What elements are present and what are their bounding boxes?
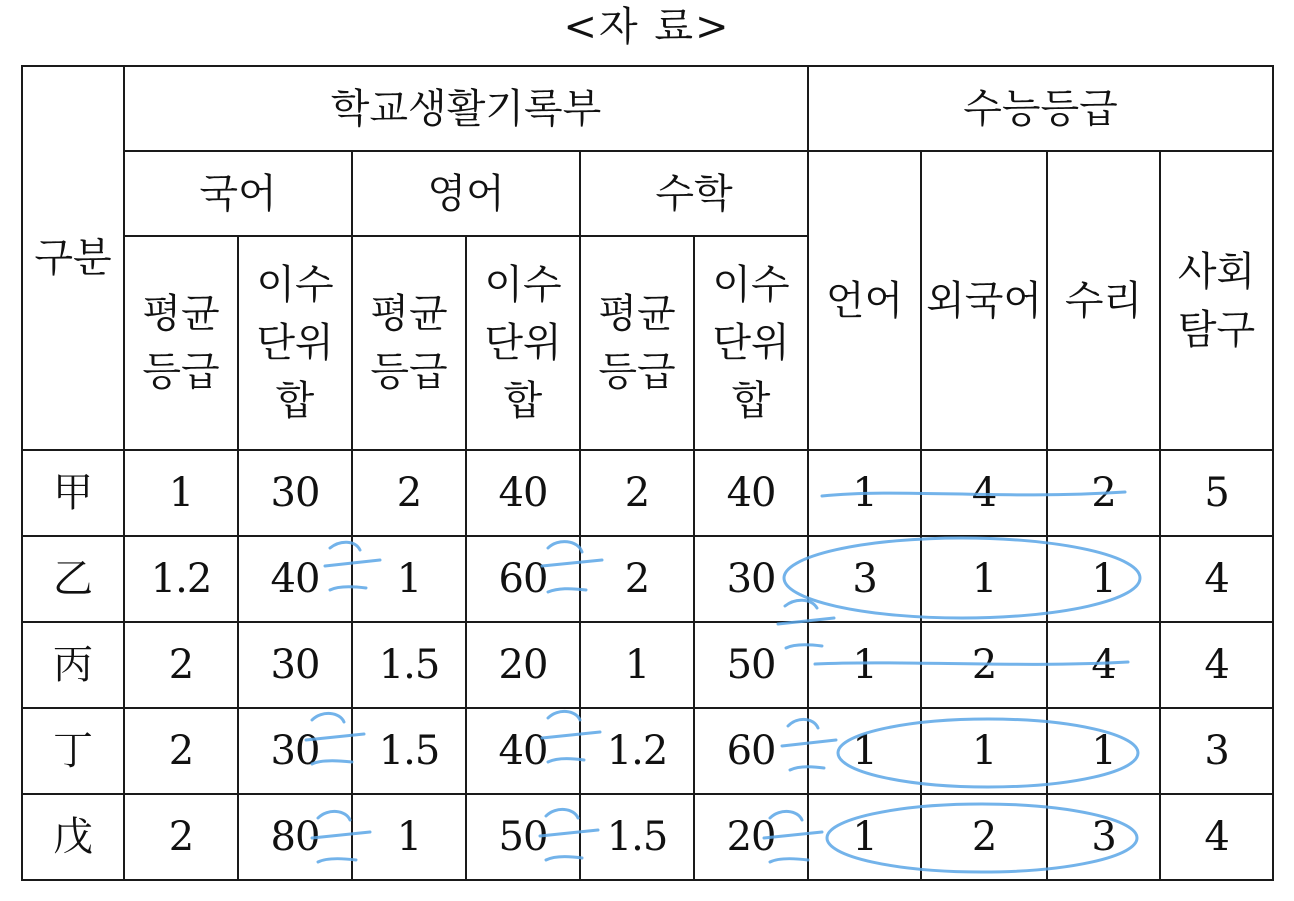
cell: 40 (466, 450, 580, 536)
cell: 20 (466, 622, 580, 708)
cell: 5 (1160, 450, 1273, 536)
table-row (22, 708, 1273, 794)
header-csat-social: 사회 탐구 (1160, 151, 1273, 450)
header-csat-math: 수리 (1047, 151, 1160, 450)
cell: 3 (808, 536, 921, 622)
header-credit-sum: 이수 단위 합 (466, 236, 580, 450)
cell: 50 (694, 622, 808, 708)
cell: 4 (921, 450, 1047, 536)
header-school-record: 학교생활기록부 (124, 66, 808, 151)
cell: 1 (808, 794, 921, 880)
cell: 2 (124, 708, 238, 794)
cell: 4 (1160, 794, 1273, 880)
cell: 40 (466, 708, 580, 794)
table-caption: <자 료> (563, 4, 731, 50)
cell: 30 (238, 708, 352, 794)
cell: 1 (921, 708, 1047, 794)
cell: 1 (921, 536, 1047, 622)
cell: 3 (1160, 708, 1273, 794)
cell: 1 (580, 622, 694, 708)
cell: 4 (1160, 622, 1273, 708)
cell: 1 (808, 708, 921, 794)
cell: 80 (238, 794, 352, 880)
header-avg-grade: 평균 등급 (124, 236, 238, 450)
header-csat-language: 언어 (808, 151, 921, 450)
grade-table (21, 65, 1274, 881)
cell: 50 (466, 794, 580, 880)
header-avg-grade: 평균 등급 (580, 236, 694, 450)
cell: 1 (1047, 536, 1160, 622)
cell: 1 (808, 450, 921, 536)
cell: 2 (580, 536, 694, 622)
header-subject-math: 수학 (580, 151, 808, 236)
cell: 1 (124, 450, 238, 536)
table-row (22, 450, 1273, 536)
header-csat-foreign: 외국어 (921, 151, 1047, 450)
cell: 2 (580, 450, 694, 536)
cell: 40 (694, 450, 808, 536)
row-name: 乙 (22, 536, 124, 622)
cell: 2 (124, 794, 238, 880)
row-name: 戊 (22, 794, 124, 880)
cell: 2 (124, 622, 238, 708)
cell: 1 (352, 794, 466, 880)
cell: 60 (694, 708, 808, 794)
table-row (22, 622, 1273, 708)
cell: 1 (1047, 708, 1160, 794)
cell: 40 (238, 536, 352, 622)
cell: 1 (352, 536, 466, 622)
header-credit-sum: 이수 단위 합 (694, 236, 808, 450)
cell: 30 (694, 536, 808, 622)
cell: 2 (352, 450, 466, 536)
row-name: 丁 (22, 708, 124, 794)
header-subject-english: 영어 (352, 151, 580, 236)
cell: 2 (921, 622, 1047, 708)
row-name: 甲 (22, 450, 124, 536)
cell: 2 (1047, 450, 1160, 536)
cell: 2 (921, 794, 1047, 880)
cell: 60 (466, 536, 580, 622)
cell: 1 (808, 622, 921, 708)
cell: 1.2 (124, 536, 238, 622)
cell: 3 (1047, 794, 1160, 880)
cell: 4 (1047, 622, 1160, 708)
table-row (22, 794, 1273, 880)
table-row (22, 536, 1273, 622)
cell: 1.5 (352, 708, 466, 794)
cell: 20 (694, 794, 808, 880)
header-avg-grade: 평균 등급 (352, 236, 466, 450)
header-credit-sum: 이수 단위 합 (238, 236, 352, 450)
cell: 1.5 (352, 622, 466, 708)
header-csat-grade: 수능등급 (808, 66, 1273, 151)
cell: 1.2 (580, 708, 694, 794)
cell: 1.5 (580, 794, 694, 880)
cell: 30 (238, 450, 352, 536)
cell: 30 (238, 622, 352, 708)
header-subject-korean: 국어 (124, 151, 352, 236)
cell: 4 (1160, 536, 1273, 622)
header-category: 구분 (22, 66, 124, 450)
row-name: 丙 (22, 622, 124, 708)
